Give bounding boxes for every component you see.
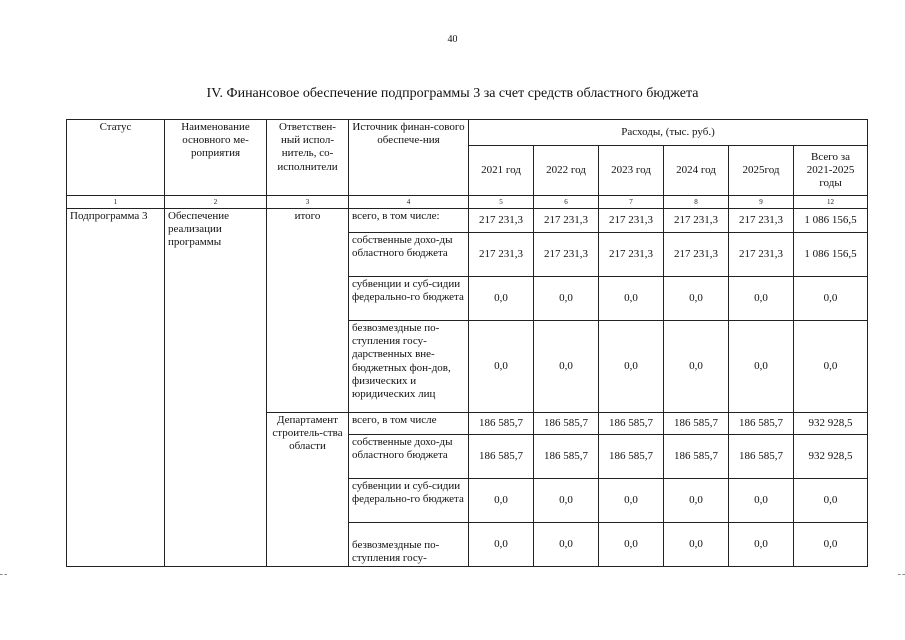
value-cell: 0,0	[534, 479, 599, 523]
value-cell: 217 231,3	[664, 233, 729, 277]
header-measure: Наименование основного ме-роприятия	[165, 120, 267, 196]
value-cell: 186 585,7	[534, 435, 599, 479]
column-number: 9	[729, 196, 794, 209]
value-cell: 186 585,7	[599, 413, 664, 435]
value-cell: 186 585,7	[534, 413, 599, 435]
section-title: IV. Финансовое обеспечение подпрограммы 3 за счет средств областного бюджета	[206, 86, 699, 101]
header-year: 2021 год	[469, 146, 534, 196]
value-cell: 217 231,3	[469, 233, 534, 277]
header-expenses: Расходы, (тыс. руб.)	[469, 120, 868, 146]
value-cell: 0,0	[664, 523, 729, 567]
value-cell: 186 585,7	[729, 413, 794, 435]
value-cell: 0,0	[469, 321, 534, 413]
header-year: 2022 год	[534, 146, 599, 196]
margin-mark	[898, 574, 905, 575]
source-cell: субвенции и суб-сидии федерально-го бюджета	[349, 479, 469, 523]
header-year: 2025год	[729, 146, 794, 196]
total-cell: 0,0	[794, 277, 868, 321]
header-year: 2024 год	[664, 146, 729, 196]
value-cell: 0,0	[664, 277, 729, 321]
value-cell: 0,0	[664, 479, 729, 523]
source-cell: всего, в том числе:	[349, 209, 469, 233]
header-status: Статус	[67, 120, 165, 196]
responsible-cell: Департамент строитель-ства области	[267, 413, 349, 567]
total-cell: 0,0	[794, 479, 868, 523]
value-cell: 0,0	[599, 321, 664, 413]
financing-table	[66, 119, 868, 567]
value-cell: 186 585,7	[664, 413, 729, 435]
value-cell: 0,0	[534, 523, 599, 567]
value-cell: 186 585,7	[469, 413, 534, 435]
value-cell: 217 231,3	[469, 209, 534, 233]
value-cell: 0,0	[729, 321, 794, 413]
value-cell: 217 231,3	[664, 209, 729, 233]
value-cell: 186 585,7	[664, 435, 729, 479]
value-cell: 0,0	[599, 523, 664, 567]
page-number: 40	[447, 34, 458, 45]
value-cell: 217 231,3	[534, 209, 599, 233]
value-cell: 0,0	[534, 321, 599, 413]
value-cell: 217 231,3	[599, 233, 664, 277]
status-cell: Подпрограмма 3	[67, 209, 165, 567]
source-cell: субвенции и суб-сидии федерально-го бюджета	[349, 277, 469, 321]
measure-cell: Обеспечение реализации программы	[165, 209, 267, 567]
source-cell: собственные дохо-ды областного бюджета	[349, 233, 469, 277]
column-number: 2	[165, 196, 267, 209]
total-cell: 0,0	[794, 321, 868, 413]
value-cell: 0,0	[599, 277, 664, 321]
value-cell: 217 231,3	[729, 209, 794, 233]
value-cell: 0,0	[469, 479, 534, 523]
value-cell: 186 585,7	[469, 435, 534, 479]
value-cell: 0,0	[729, 523, 794, 567]
column-number: 4	[349, 196, 469, 209]
header-responsible: Ответствен-ный испол-нитель, со-исполнители	[267, 120, 349, 196]
column-number: 5	[469, 196, 534, 209]
value-cell: 186 585,7	[599, 435, 664, 479]
column-number: 8	[664, 196, 729, 209]
column-number: 7	[599, 196, 664, 209]
header-year: 2023 год	[599, 146, 664, 196]
value-cell: 0,0	[469, 523, 534, 567]
value-cell: 0,0	[469, 277, 534, 321]
source-cell: всего, в том числе	[349, 413, 469, 435]
value-cell: 0,0	[729, 479, 794, 523]
margin-mark	[0, 574, 7, 575]
header-total: Всего за 2021-2025 годы	[794, 146, 868, 196]
column-number: 3	[267, 196, 349, 209]
column-number: 6	[534, 196, 599, 209]
total-cell: 1 086 156,5	[794, 209, 868, 233]
value-cell: 0,0	[534, 277, 599, 321]
column-number: 1	[67, 196, 165, 209]
total-cell: 1 086 156,5	[794, 233, 868, 277]
total-cell: 0,0	[794, 523, 868, 567]
table-row	[67, 209, 868, 233]
value-cell: 0,0	[599, 479, 664, 523]
header-source: Источник финан-сового обеспече-ния	[349, 120, 469, 196]
value-cell: 217 231,3	[534, 233, 599, 277]
source-cell: безвозмездные по-ступления госу-	[349, 523, 469, 567]
total-cell: 932 928,5	[794, 413, 868, 435]
column-number: 12	[794, 196, 868, 209]
value-cell: 186 585,7	[729, 435, 794, 479]
total-cell: 932 928,5	[794, 435, 868, 479]
source-cell: безвозмездные по-ступления госу-дарственных вне-бюджетных фон-дов, физических и юридических лиц	[349, 321, 469, 413]
value-cell: 217 231,3	[599, 209, 664, 233]
value-cell: 0,0	[729, 277, 794, 321]
column-number-row	[67, 196, 868, 209]
value-cell: 0,0	[664, 321, 729, 413]
source-cell: собственные дохо-ды областного бюджета	[349, 435, 469, 479]
responsible-cell: итого	[267, 209, 349, 413]
value-cell: 217 231,3	[729, 233, 794, 277]
